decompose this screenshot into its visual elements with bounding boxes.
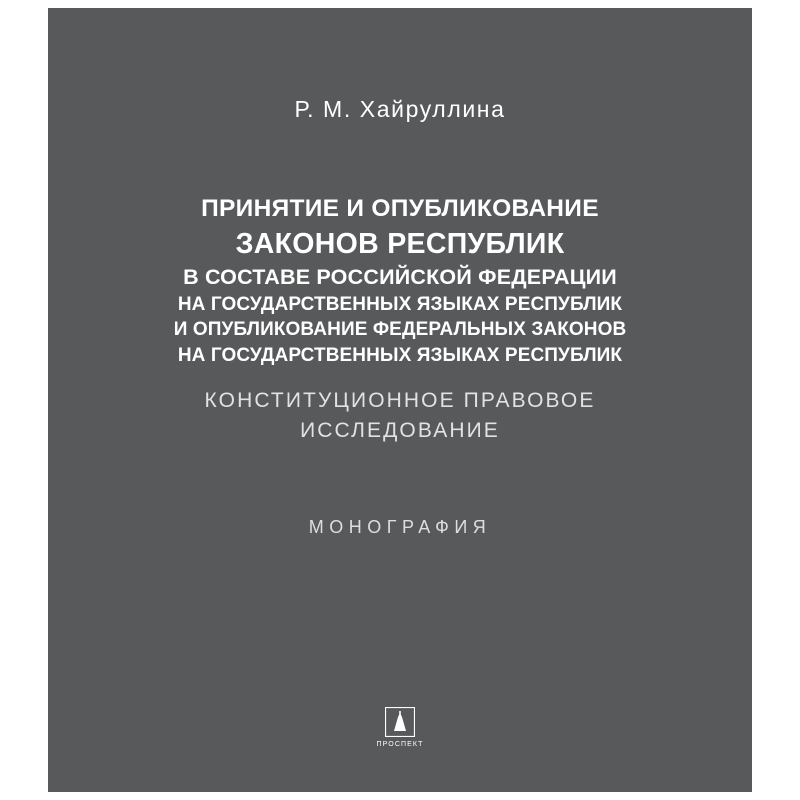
- subtitle-line: КОНСТИТУЦИОННОЕ ПРАВОВОЕ: [204, 388, 596, 412]
- publisher-name: ПРОСПЕКТ: [376, 741, 424, 748]
- title-line: ПРИНЯТИЕ И ОПУБЛИКОВАНИЕ: [201, 195, 599, 222]
- title-line: В СОСТАВЕ РОССИЙСКОЙ ФЕДЕРАЦИИ: [183, 265, 617, 290]
- title-line: ЗАКОНОВ РЕСПУБЛИК: [235, 227, 565, 260]
- title-line: И ОПУБЛИКОВАНИЕ ФЕДЕРАЛЬНЫХ ЗАКОНОВ: [173, 319, 627, 341]
- publication-kind: МОНОГРАФИЯ: [308, 517, 492, 538]
- book-title: [48, 193, 752, 368]
- book-subtitle: [48, 386, 752, 446]
- title-line: НА ГОСУДАРСТВЕННЫХ ЯЗЫКАХ РЕСПУБЛИК: [177, 344, 623, 366]
- title-line: НА ГОСУДАРСТВЕННЫХ ЯЗЫКАХ РЕСПУБЛИК: [177, 294, 623, 316]
- author-name: Р. М. Хайруллина: [294, 96, 506, 122]
- publisher-block: [48, 707, 752, 748]
- book-cover: [48, 8, 752, 792]
- prospekt-logo-icon: [385, 707, 415, 737]
- subtitle-line: ИССЛЕДОВАНИЕ: [300, 418, 500, 442]
